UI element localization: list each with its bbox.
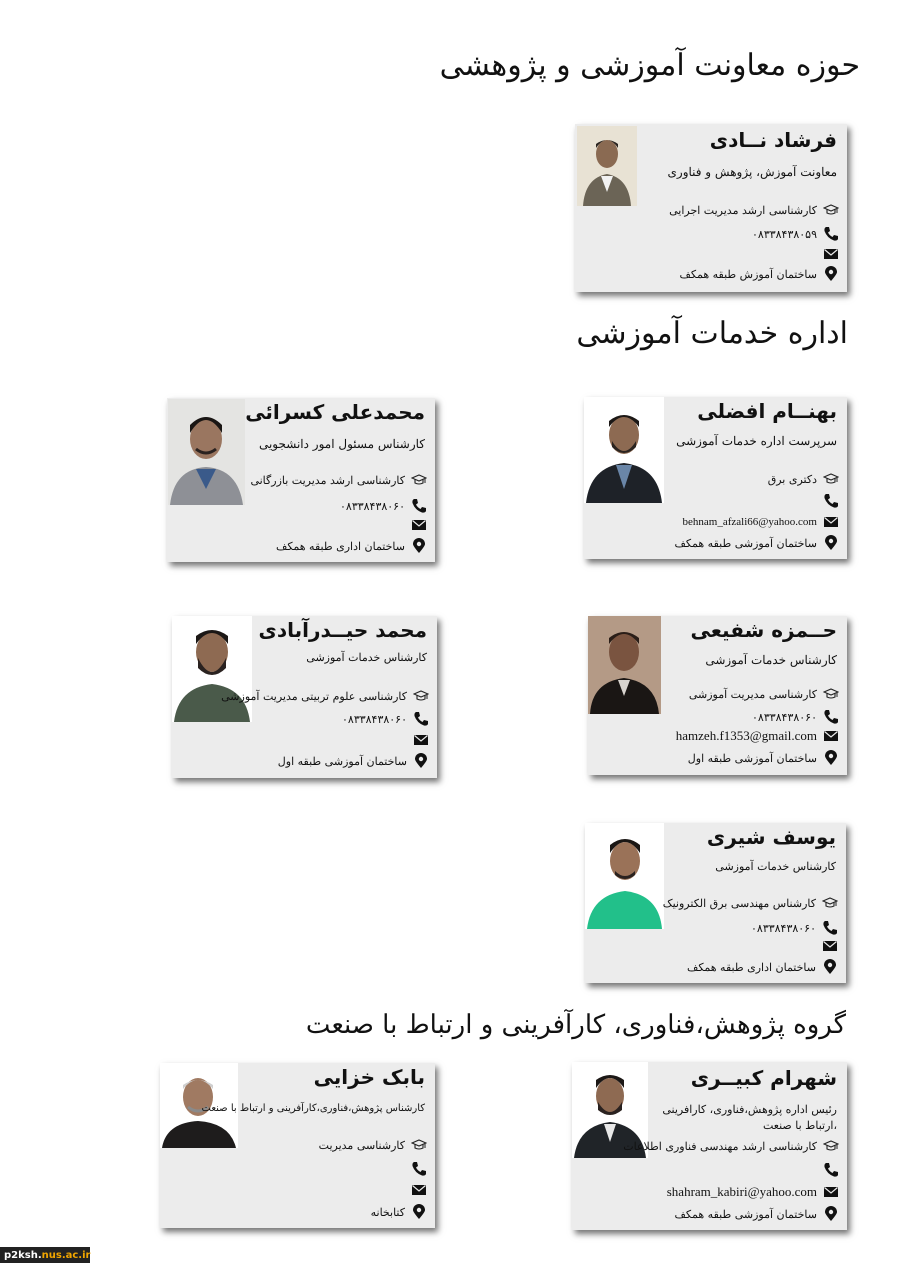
address-row xyxy=(680,266,840,282)
email-row xyxy=(405,517,427,533)
envelope-icon[interactable] xyxy=(822,938,838,954)
map-pin-icon xyxy=(823,266,839,282)
map-pin-icon xyxy=(413,753,429,769)
phone-row xyxy=(405,1161,427,1177)
email-row xyxy=(816,938,838,954)
phone-icon[interactable] xyxy=(413,711,429,727)
map-pin-icon xyxy=(411,1204,427,1220)
staff-card-shafiei xyxy=(588,616,847,775)
staff-phone: ۰۸۳۳۸۴۳۸۰۵۹ xyxy=(752,228,817,241)
staff-email[interactable]: behnam_afzali66@yahoo.com xyxy=(682,516,817,528)
envelope-icon[interactable] xyxy=(413,732,429,748)
staff-card-kasraei xyxy=(167,398,435,562)
staff-phone: ۰۸۳۳۸۴۳۸۰۶۰ xyxy=(752,711,817,724)
staff-card-heydarabadi xyxy=(172,616,437,778)
staff-photo xyxy=(584,397,664,503)
staff-degree: کارشناسی ارشد مهندسی فناوری اطلاعات xyxy=(623,1139,817,1153)
phone-icon[interactable] xyxy=(823,709,839,725)
phone-icon[interactable] xyxy=(823,226,839,242)
phone-icon[interactable] xyxy=(823,1162,839,1178)
staff-role: کارشناس خدمات آموزشی xyxy=(306,651,427,664)
staff-address: ساختمان آموزشی طبقه همکف xyxy=(674,536,817,550)
address-row xyxy=(371,1204,427,1220)
staff-role: کارشناس پژوهش،فناوری،کارآفرینی و ارتباط با صنعت xyxy=(201,1103,425,1114)
address-row xyxy=(278,753,429,769)
graduation-cap-icon xyxy=(822,895,838,911)
staff-name: محمد حیــدرآبادی xyxy=(258,618,427,642)
staff-card-shiri xyxy=(585,823,846,983)
phone-icon[interactable] xyxy=(411,1161,427,1177)
address-row xyxy=(675,535,839,551)
degree-row xyxy=(623,1138,839,1154)
staff-address: ساختمان آموزش طبقه همکف xyxy=(679,267,817,281)
address-row xyxy=(276,538,427,554)
envelope-icon[interactable] xyxy=(823,728,839,744)
staff-degree: کارشناسی ارشد مدیریت اجرایی xyxy=(669,203,817,217)
staff-card-afzali xyxy=(584,397,847,559)
degree-row xyxy=(768,471,839,487)
section-title-education-services: اداره خدمات آموزشی xyxy=(576,316,848,351)
map-pin-icon xyxy=(411,538,427,554)
email-row xyxy=(405,1182,427,1198)
email-row xyxy=(667,1184,839,1200)
phone-icon[interactable] xyxy=(822,920,838,936)
staff-name: حــمزه شفیعی xyxy=(690,618,837,642)
staff-phone: ۰۸۳۳۸۴۳۸۰۶۰ xyxy=(342,713,407,726)
staff-role: معاونت آموزش، پژوهش و فناوری xyxy=(667,165,837,179)
degree-row xyxy=(663,895,838,911)
staff-name: فرشاد نــادی xyxy=(709,128,837,152)
staff-email[interactable]: shahram_kabiri@yahoo.com xyxy=(666,1184,817,1199)
staff-degree: کارشناس مهندسی برق الکترونیک xyxy=(662,896,816,910)
staff-role: سرپرست اداره خدمات آموزشی xyxy=(676,434,837,448)
section-title-vice-presidency: حوزه معاونت آموزشی و پژوهشی xyxy=(439,48,860,83)
phone-icon[interactable] xyxy=(411,498,427,514)
staff-card-nadi xyxy=(575,124,847,292)
map-pin-icon xyxy=(823,1206,839,1222)
staff-photo xyxy=(588,616,661,714)
staff-name: بابک خزایی xyxy=(313,1065,425,1089)
staff-address: ساختمان اداری طبقه همکف xyxy=(686,960,816,974)
envelope-icon[interactable] xyxy=(411,517,427,533)
site-url-domain: nus.ac.ir xyxy=(41,1249,91,1261)
graduation-cap-icon xyxy=(413,688,429,704)
degree-row xyxy=(221,688,429,704)
phone-icon[interactable] xyxy=(823,493,839,509)
staff-photo xyxy=(577,126,637,206)
staff-name: یوسف شیری xyxy=(706,825,836,849)
phone-row xyxy=(817,493,839,509)
address-row xyxy=(688,750,839,766)
staff-photo xyxy=(585,823,664,929)
staff-role: رئیس اداره پژوهش،فناوری، کارافرینی ،ارتباط با صنعت xyxy=(662,1103,837,1132)
staff-email[interactable]: hamzeh.f1353@gmail.com xyxy=(675,728,817,743)
degree-row xyxy=(689,686,839,702)
staff-name: محمدعلی کسرائی xyxy=(245,400,425,424)
graduation-cap-icon xyxy=(823,471,839,487)
site-url-badge[interactable] xyxy=(0,1247,90,1263)
graduation-cap-icon xyxy=(411,1137,427,1153)
envelope-icon[interactable] xyxy=(823,514,839,530)
email-row xyxy=(407,732,429,748)
phone-row xyxy=(752,709,839,725)
graduation-cap-icon xyxy=(823,1138,839,1154)
map-pin-icon xyxy=(822,959,838,975)
email-row xyxy=(683,514,839,530)
envelope-icon[interactable] xyxy=(823,1184,839,1200)
degree-row xyxy=(319,1137,427,1153)
staff-address: ساختمان آموزشی طبقه همکف xyxy=(674,1207,817,1221)
staff-role: کارشناس مسئول امور دانشجویی xyxy=(258,437,425,451)
staff-degree: کارشناسی مدیریت xyxy=(318,1138,405,1152)
staff-name: بهنــام افضلی xyxy=(697,399,837,423)
graduation-cap-icon xyxy=(823,202,839,218)
staff-address: ساختمان آموزشی طبقه اول xyxy=(277,754,407,768)
section-title-research-group: گروه پژوهش،فناوری، کارآفرینی و ارتباط با صنعت xyxy=(305,1010,846,1040)
staff-phone: ۰۸۳۳۸۴۳۸۰۶۰ xyxy=(751,922,816,935)
map-pin-icon xyxy=(823,750,839,766)
staff-address: ساختمان اداری طبقه همکف xyxy=(275,539,405,553)
site-url-prefix: p2ksh. xyxy=(4,1249,42,1261)
phone-row xyxy=(752,226,839,242)
staff-address: ساختمان آموزشی طبقه اول xyxy=(687,751,817,765)
staff-role: کارشناس خدمات آموزشی xyxy=(715,860,836,873)
degree-row xyxy=(250,472,427,488)
email-row xyxy=(676,728,839,744)
staff-degree: کارشناسی علوم تربیتی مدیریت آموزشی xyxy=(221,689,407,703)
staff-name: شهرام کبیــری xyxy=(690,1066,837,1090)
staff-phone: ۰۸۳۳۸۴۳۸۰۶۰ xyxy=(340,500,405,513)
envelope-icon[interactable] xyxy=(823,246,839,262)
envelope-icon[interactable] xyxy=(411,1182,427,1198)
staff-card-kabiri xyxy=(572,1062,847,1230)
address-row xyxy=(687,959,838,975)
phone-row xyxy=(751,920,838,936)
graduation-cap-icon xyxy=(411,472,427,488)
map-pin-icon xyxy=(823,535,839,551)
staff-address: کتابخانه xyxy=(370,1205,405,1219)
phone-row xyxy=(340,498,427,514)
staff-photo xyxy=(168,399,245,505)
phone-row xyxy=(817,1162,839,1178)
staff-photo xyxy=(172,616,252,722)
graduation-cap-icon xyxy=(823,686,839,702)
staff-degree: دکتری برق xyxy=(767,472,817,486)
staff-degree: کارشناسی ارشد مدیریت بازرگانی xyxy=(250,473,405,487)
email-row xyxy=(817,246,839,262)
staff-role: کارشناس خدمات آموزشی xyxy=(705,653,837,667)
address-row xyxy=(675,1206,839,1222)
degree-row xyxy=(669,202,839,218)
phone-row xyxy=(342,711,429,727)
staff-degree: کارشناسی مدیریت آموزشی xyxy=(688,687,817,701)
staff-card-khazaei xyxy=(160,1063,435,1228)
